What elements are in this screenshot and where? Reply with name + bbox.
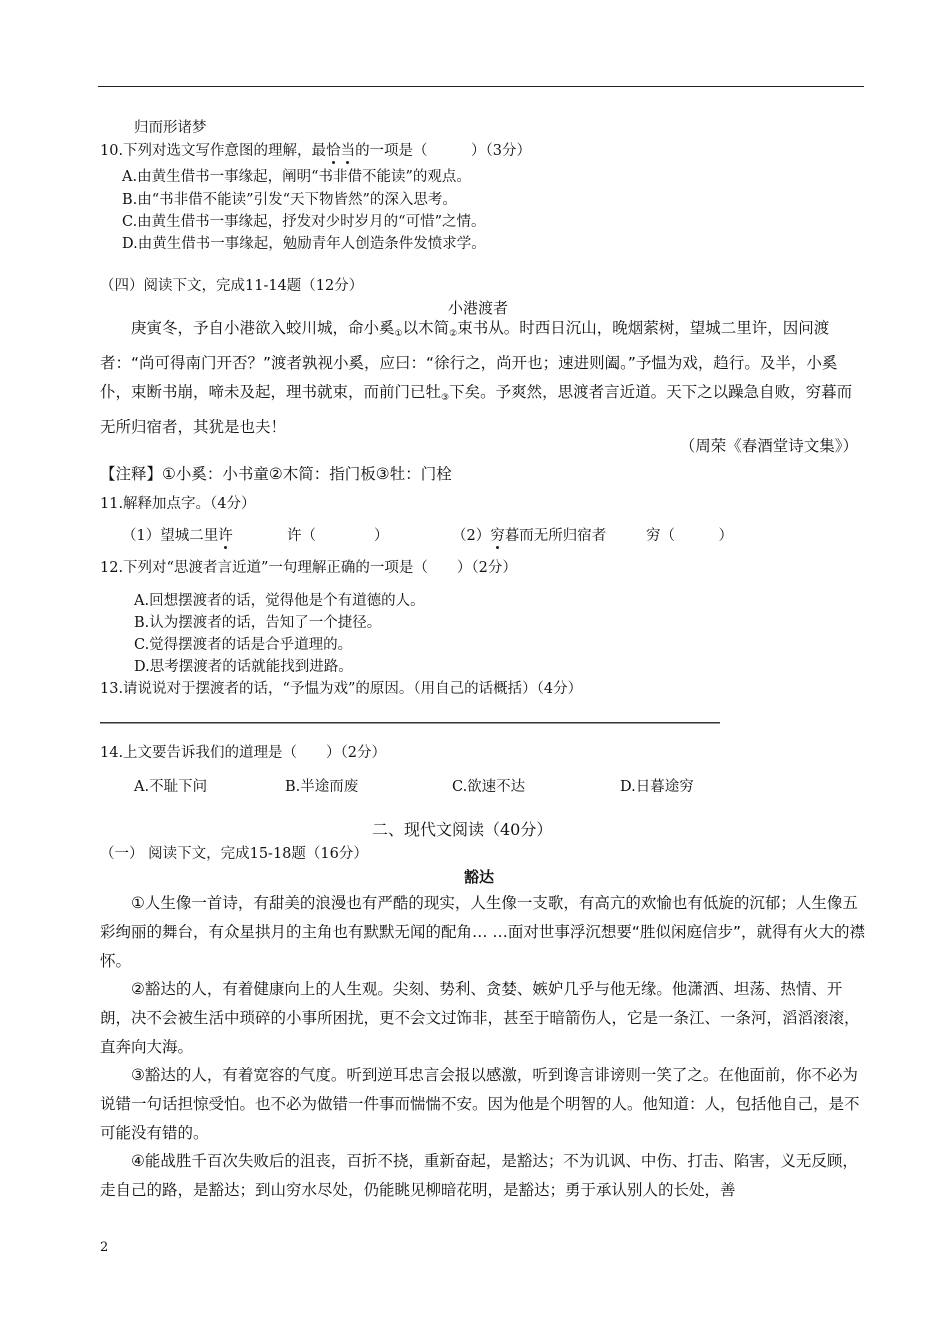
essay-paragraph-3: ③豁达的人，有着宽容的气度。听到逆耳忠言会报以感激，听到谗言诽谤则一笑了之。在他面前，你不必为说错一句话担惊受怕。也不必为做错一件事而惴惴不安。因为他是个明智的人。他知道：人，包括他自己，是不可能没有错的。 [100,1066,860,1142]
q10-option-b: B.由“书非借不能读”引发“天下物皆然”的深入思考。 [122,192,457,208]
q10-stem: 10.下列对选文写作意图的理解，最恰当的一项是（ ）（3分） [100,143,532,159]
section4-heading: （四）阅读下文，完成11-14题（12分） [100,278,364,294]
q13-stem: 13.请说说对于摆渡者的话，“予愠为戏”的原因。（用自己的话概括）（4分） [100,681,583,697]
q12-option-a: A.回想摆渡者的话，觉得他是个有道德的人。 [134,593,425,609]
essay-title: 豁达 [464,868,495,886]
q11-item1-blank[interactable]: 许（ ） [287,528,389,544]
emphasis-char: 恰 [326,143,341,159]
q10-option-a: A.由黄生借书一事缘起，阐明“书非借不能读”的观点。 [122,169,471,185]
emphasis-char: 穷 [490,528,505,544]
q14-option-d: D.日暮途穷 [620,779,694,795]
q14-option-c: C.欲速不达 [452,779,526,795]
section4-title: 小港渡者 [448,299,509,317]
header-rule [98,86,864,87]
q12-option-b: B.认为摆渡者的话，告知了一个捷径。 [134,615,382,631]
q14-stem: 14.上文要告诉我们的道理是（ ）（2分） [100,745,387,761]
part2-heading: 二、现代文阅读（40分） [372,820,553,839]
emphasis-char: 当 [340,143,356,159]
emphasis-char: 许 [218,528,233,544]
essay-paragraph-2: ②豁达的人，有着健康向上的人生观。尖刻、势利、贪婪、嫉妒几乎与他无缘。他潇洒、坦荡、热情、开朗，决不会被生活中琐碎的小事所困扰，更不会文过饰非，甚至于暗箭伤人，它是一条江、一条河，滔滔滚滚，直奔向大海。 [100,980,860,1056]
q10-option-c: C.由黄生借书一事缘起，抒发对少时岁月的“可惜”之情。 [122,214,486,230]
q10-option-d: D.由黄生借书一事缘起，勉励青年人创造条件发愤求学。 [122,236,486,252]
part2-subheading: （一） 阅读下文，完成15-18题（16分） [100,846,368,862]
q12-stem: 12.下列对“思渡者言近道”一句理解正确的一项是（ ）（2分） [100,560,517,576]
page-number: 2 [100,1240,109,1255]
essay-paragraph-4: ④能战胜千百次失败后的沮丧，百折不挠，重新奋起，是豁达；不为讥讽、中伤、打击、陷害，义无反顾，走自己的路，是豁达；到山穷水尽处，仍能眺见柳暗花明，是豁达；勇于承认别人的长处，善 [100,1152,858,1199]
q12-option-d: D.思考摆渡者的话就能找到进路。 [134,659,353,675]
prev-line: 归而形诸梦 [134,120,207,136]
q11-item2-blank[interactable]: 穷（ ） [646,528,733,544]
q11-item1: （1）望城二里许 [122,528,233,544]
passage-notes: 【注释】①小奚：小书童②木简：指门板③牡：门栓 [100,465,452,483]
passage-source: （周荣《春酒堂诗文集》） [679,437,858,455]
q11-item2: （2）穷暮而无所归宿者 [452,528,607,544]
q14-option-a: A.不耻下问 [134,779,208,795]
essay-paragraph-1: ①人生像一首诗，有甜美的浪漫也有严酷的现实，人生像一支歌，有高亢的欢愉也有低旋的沉郁；人生像五彩绚丽的舞台，有众星拱月的主角也有默默无闻的配角… …面对世事浮沉想要“胜似闲庭信步”，就得有火大的襟怀。 [100,894,865,970]
q14-option-b: B.半途而废 [285,779,359,795]
q13-answer-line[interactable] [100,722,720,724]
q12-option-c: C.觉得摆渡者的话是合乎道理的。 [134,637,353,653]
q11-stem: 11.解释加点字。（4分） [100,496,256,512]
classical-passage: 庚寅冬，予自小港欲入蛟川城，命小奚$_①$以木简$_②$束书从。时西日沉山，晚烟萦树，望城二里许，因问渡者：“尚可得南门开否？”渡者孰视小奚，应曰：“徐行之，尚开也；速进则阖。”予愠为戏，趋行。及半，小奚仆，束断书崩，啼未及起，理书就束，而前门已牡$_③$下矣。予爽然，思渡者言近道。天下之以躁急自败，穷暮而无所归宿者，其犹是也夫！ [100,319,853,436]
